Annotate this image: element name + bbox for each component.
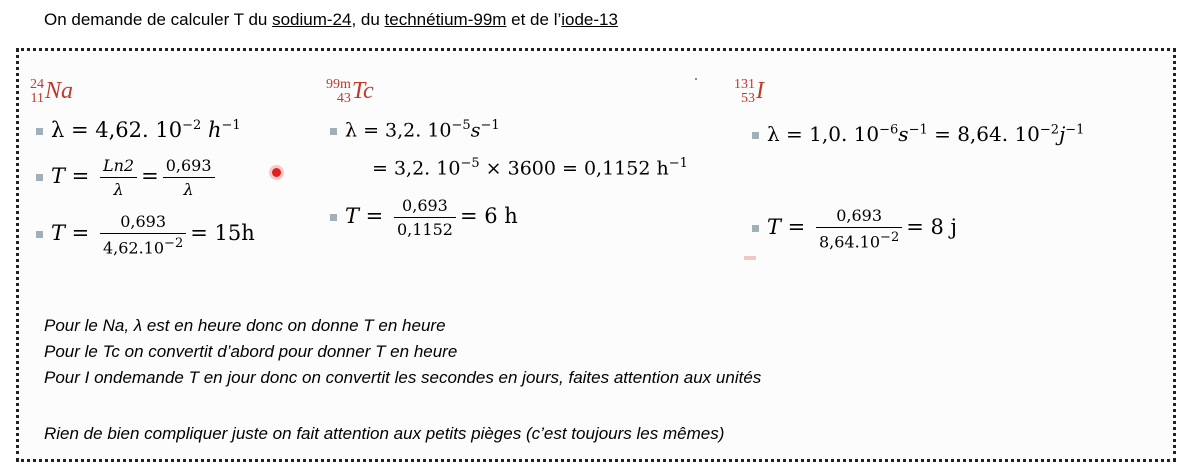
iode-lambda-eq-exp: −2 [1039, 122, 1060, 138]
laser-pointer-dot [272, 168, 281, 177]
sodium-result: = 15h [190, 221, 255, 246]
sodium-symbol: Na [45, 78, 74, 104]
iode-mass: 131 [734, 77, 755, 93]
sodium-period-result [36, 212, 255, 257]
bullet-icon [36, 128, 43, 135]
bullet-icon [752, 225, 759, 232]
sodium-frac-0693 [163, 156, 215, 199]
iode-lambda-mid-exp: −1 [908, 122, 928, 138]
intro-sentence [44, 10, 618, 30]
bullet-icon [36, 174, 43, 181]
frac-numerator: 0,693 [163, 156, 215, 178]
iode-T-lhs: T = [767, 215, 806, 240]
note-tc: Pour le Tc on convertit d’abord pour donner T en heure [44, 342, 458, 361]
technetium-lambda [330, 118, 500, 141]
stray-mark [695, 78, 697, 80]
technetium-conv-rest: × 3600 = 0,1152 h [479, 157, 669, 180]
technetium-isotope [326, 78, 374, 106]
technetium-lambda-unit-exp: −1 [480, 118, 500, 133]
technetium-lambda-exp: −5 [451, 118, 471, 133]
frac-denominator: λ [183, 180, 194, 199]
frac-denominator: 0,1152 [396, 220, 453, 239]
iode-lambda-eq: = 8,64. 10 [927, 122, 1040, 146]
sodium-T-lhs: T = [51, 164, 90, 188]
bullet-icon [36, 231, 43, 238]
technetium-numbers [326, 78, 351, 106]
sodium-frac-result [100, 212, 186, 257]
sodium-numbers [30, 78, 44, 106]
sodium-lambda-unit-exp: −1 [221, 118, 241, 133]
iode-lambda [752, 122, 1084, 146]
iode-symbol: I [756, 78, 764, 104]
stray-mark [744, 256, 756, 260]
sodium-atomic: 11 [30, 91, 44, 107]
sodium-isotope [30, 78, 73, 106]
note-na: Pour le Na, λ est en heure donc on donne T en heure [44, 316, 446, 335]
frac-denominator [816, 228, 902, 251]
iode-lambda-mid: s [898, 122, 909, 146]
frac-denominator [100, 234, 186, 257]
technetium-result: = 6 h [459, 204, 518, 228]
iode-lambda-unit-exp: −1 [1065, 122, 1085, 138]
iode-period-result [752, 206, 957, 251]
frac-numerator: 0,693 [816, 206, 902, 228]
frac-numerator: 0,693 [394, 196, 456, 218]
note-iode: Pour I ondemande T en jour donc on convertit les secondes en jours, faites attention aux unités [44, 368, 762, 387]
bullet-icon [330, 128, 337, 135]
note-conclusion: Rien de bien compliquer juste on fait attention aux petits pièges (c’est toujours les mêmes) [44, 424, 725, 443]
sodium-mass: 24 [30, 77, 44, 93]
technetium-link[interactable]: technétium-99m [384, 10, 507, 29]
iode-numbers [734, 78, 755, 106]
frac-den-base: 8,64.10 [818, 232, 881, 252]
iode-result: = 8 j [906, 215, 958, 240]
technetium-atomic: 43 [336, 91, 351, 107]
technetium-period-result [330, 196, 518, 239]
frac-numerator: Ln2 [100, 156, 137, 178]
sodium-lambda-value: λ = 4,62. 10 [51, 118, 183, 142]
intro-sep1: , du [351, 10, 385, 29]
technetium-conv-exp: −5 [460, 156, 480, 171]
sodium-lambda-exp: −2 [182, 118, 202, 133]
equals-sign: = [141, 164, 159, 188]
iode-atomic: 53 [741, 91, 755, 107]
iode-isotope [734, 78, 764, 106]
sodium-period-formula [36, 156, 219, 199]
sodium-frac-ln2 [100, 156, 137, 199]
iode-link[interactable]: iode-13 [561, 10, 618, 29]
technetium-conv-unit-exp: −1 [668, 156, 688, 171]
technetium-T-lhs: T = [345, 204, 384, 228]
iode-lambda-unit: j [1059, 122, 1066, 146]
bullet-icon [330, 214, 337, 221]
sodium-lambda-unit: h [201, 118, 222, 142]
technetium-lambda-value: λ = 3,2. 10 [345, 119, 452, 142]
iode-frac [816, 206, 902, 251]
intro-sep2: et de l’ [506, 10, 562, 29]
frac-denominator: λ [113, 180, 124, 199]
frac-numerator: 0,693 [100, 212, 186, 234]
technetium-conv-value: = 3,2. 10 [372, 157, 461, 180]
technetium-symbol: Tc [351, 78, 374, 104]
frac-den-base: 4,62.10 [102, 238, 165, 258]
technetium-lambda-unit: s [470, 119, 481, 142]
sodium-T2-lhs: T = [51, 221, 90, 246]
intro-prefix: On demande de calculer T du [44, 10, 273, 29]
technetium-frac [394, 196, 456, 239]
iode-lambda-exp: −6 [879, 122, 899, 138]
iode-lambda-value: λ = 1,0. 10 [767, 122, 880, 146]
sodium-lambda [36, 118, 241, 142]
sodium-link[interactable]: sodium-24 [272, 10, 352, 29]
frac-den-exp: −2 [164, 236, 184, 251]
bullet-icon [752, 132, 759, 139]
technetium-conversion [372, 156, 688, 179]
frac-den-exp: −2 [880, 230, 900, 245]
technetium-mass: 99m [326, 77, 351, 93]
